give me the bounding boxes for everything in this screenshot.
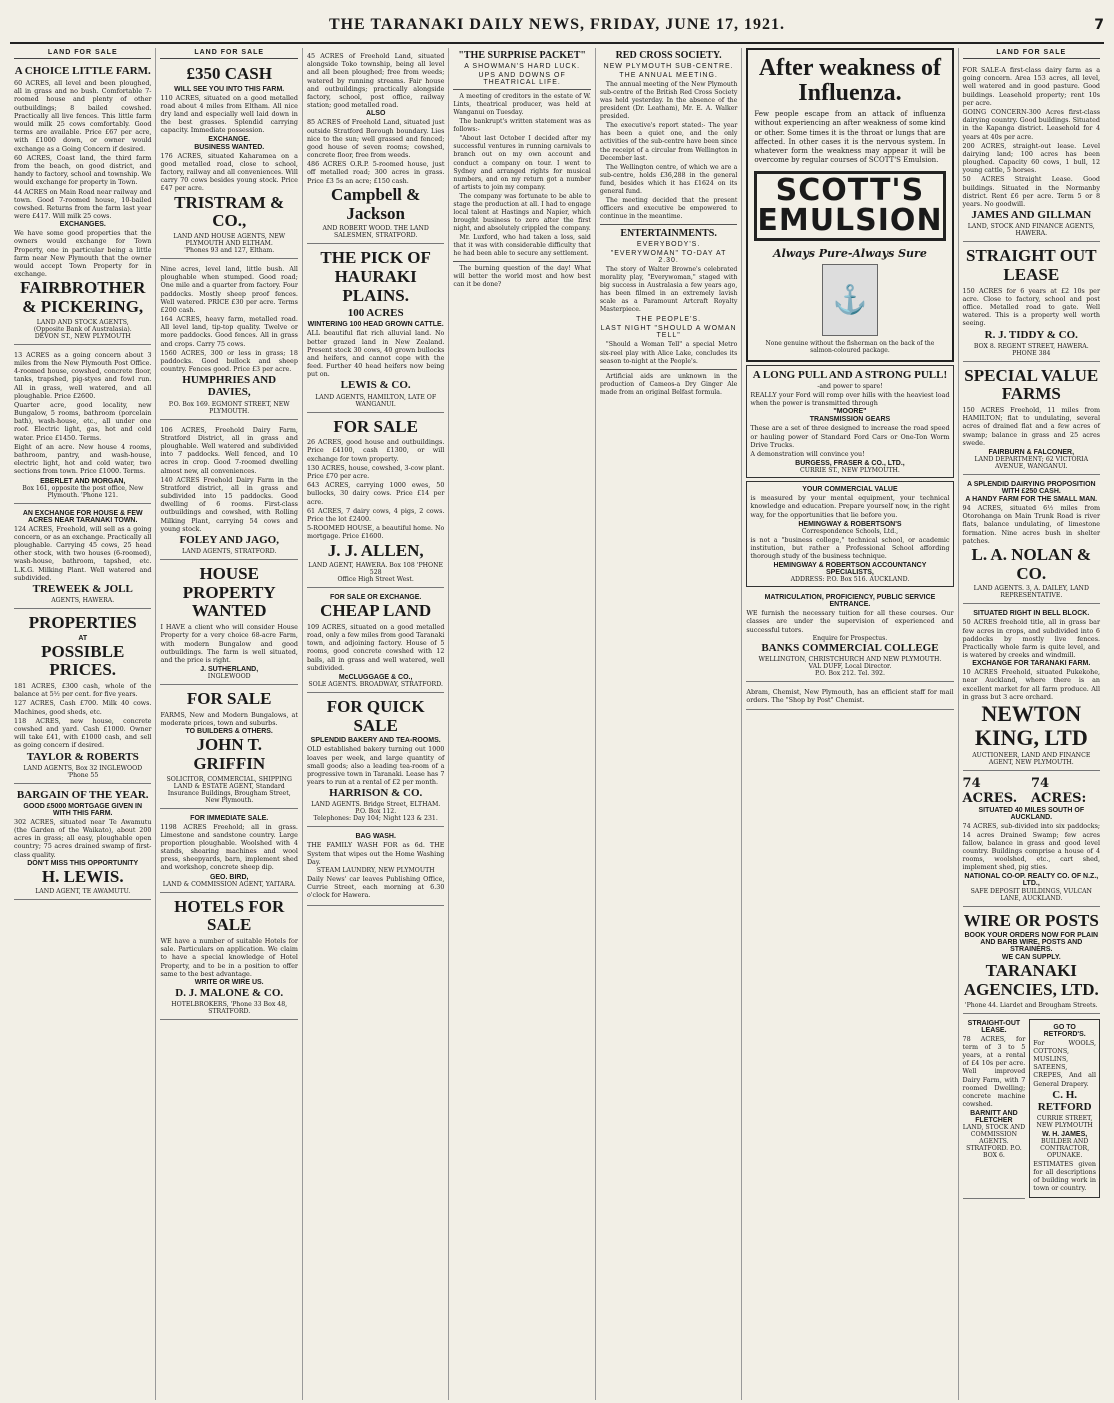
column-heading: LAND FOR SALE [963,48,1100,59]
agent-name: D. J. MALONE & CO. [175,986,284,999]
agent-name: FAIRBROTHER & PICKERING, [20,278,146,317]
ad-text: 10 ACRES Freehold, situated Pukekohe, near Auckland, where there is an excellent market for all farm produce. All in grass but 3 acre orchard. [962,668,1101,701]
ad-text: Eight of an acre. New house 4 rooms, bathroom, pantry, and wash-house, electric light, hot and cold water, two sections from town. Price £1000. Terms. [14,442,152,476]
agent-line: WELLINGTON, CHRISTCHURCH AND NEW PLYMOUTH. [758,655,942,663]
ad-subtitle: BUSINESS WANTED. [194,143,265,151]
ad-text: 50 ACRES Straight Lease. Good buildings. Situated in the Normanby district. Rent £6 per acre. Term 5 or 8 years. No goodwill. [962,175,1101,208]
classified-ad [963,477,1100,604]
ad-text: 50 ACRES freehold title, all in grass bar few acres in crops, and subdivided into 6 paddocks by mostly live fences. Practically whole farm is quite level, and is watered by creeks and windmill. [962,618,1101,660]
classified-ad [746,590,953,682]
ad-text: 78 ACRES, for term of 3 to 5 years, at a rental of £4 10s per acre. Well improved Dairy Farm, with 7 roomed Dwelling; concrete machine cowshed. [962,1034,1026,1109]
classified-ad [14,786,151,901]
ad-subtitle: MATRICULATION, PROFICIENCY, PUBLIC SERVICE ENTRANCE. [764,594,936,609]
agent-line: 'Phone 44. Liardet and Brougham Streets. [964,1001,1098,1009]
ad-text: Abram, Chemist, New Plymouth, has an efficient staff for mail orders. The "Shop by Post" Chemist. [746,687,954,705]
article-paragraph: Mr. Luxford, who had taken a loss, said that it was with considerable difficulty that he had been able to secure any settlement. [453,234,591,258]
article-subtitle: LAST NIGHT "SHOULD A WOMAN TELL" [600,325,737,340]
agent-line: HOTELBROKERS, 'Phone 33 Box 48, STRATFORD. [171,1001,288,1016]
ad-text: 85 ACRES of Freehold Land, situated just outside Stratford Borough boundary. Lies nice to the sun; well grassed and fenced; good house of seven rooms; cowshed, concrete floor, free from weeds. [306,118,445,160]
agent-line: BOX 8. REGENT STREET, HAWERA. PHONE 384 [973,342,1089,357]
agent-name: McCLUGGAGE & CO., [338,674,413,681]
ad-text: A demonstration will convince you! [750,449,865,458]
article-subtitle: "EVERYWOMAN" TO-DAY AT 2.30. [610,250,727,265]
agent-line: P.O. Box 212. Tel. 392. [814,669,885,677]
ad-text: 60 ACRES, all level and been ploughed, all in grass and no bush. Comfortable 7-roomed house and plenty of other outbuildings; 8 bailed cowshed. Practically all live fences. This little farm would milk 25 cows comfortably. Good terms are available. Price £67 per acre, with £1000 down, or owner would exchange as a Going Concern if desired. [14,79,152,153]
agent-line: AUCTIONEER, LAND AND FINANCE AGENT, NEW PLYMOUTH. [972,752,1091,767]
ad-subtitle: EXCHANGES. [59,221,106,229]
ad-text: I HAVE a client who will consider House Property for a very choice 68-acre Farm, with modern Bungalow and good outbuildings. The farm is well situated, and the price is right. [160,623,298,664]
article-subtitle: UPS AND DOWNS OF THEATRICAL LIFE. [478,72,566,86]
agent-line: BUILDER AND CONTRACTOR, OPUNAKE. [1040,1137,1090,1159]
agent-name: FAIRBURN & FALCONER, [988,449,1075,456]
agent-line: SOLICITOR, COMMERCIAL, SHIPPING LAND & ESTATE AGENT, Standard Insurance Buildings, Brougham Street, New Plymouth. [166,775,292,804]
ad-text: 45 ACRES of Freehold Land, situated alongside Toko township, being all level and all been ploughed; free from weeds; watered by running streams. Fair house and outbuildings; practically alongside factory, school, post office, railway station; good metalled road. [306,52,445,110]
classified-ad [307,246,444,412]
ad-title: HOTELS FOR SALE [174,896,285,935]
column-heading: LAND FOR SALE [160,48,297,59]
ad-text: FARMS, New and Modern Bungalows, at moderate prices, town and suburbs. [160,710,298,727]
ad-text: 110 ACRES, situated on a good metalled road about 4 miles from Eltham. All nice dry land and especially well laid down in the best grasses. Splendid carrying capacity. Immediate possession. [160,93,298,135]
ad-subtitle: EXCHANGE FOR TARANAKI FARM. [972,660,1091,668]
ad-text: GOING CONCERN-300 Acres first-class dairying country. Good buildings. Situated in the Kapanga district. Leasehold for 4 years at 40s per acre. [962,107,1101,141]
article-paragraph: "Should a Woman Tell" a special Metro six-reel play with Alice Lake, concludes its season to-night at the People's. [599,341,738,365]
ad-title: POSSIBLE PRICES. [41,641,125,680]
classified-ad [14,347,151,504]
ad-text: 106 ACRES, Freehold Dairy Farm, Stratford District, all in grass and ploughable. Well watered and subdivided into 7 paddocks. Well fenced, and 10 acres in crop. Good 7-roomed dwelling almost new, all conveniences. [160,425,298,475]
ad-subtitle: WILL SEE YOU INTO THIS FARM. [174,85,285,93]
ad-subtitle: TO BUILDERS & OTHERS. [185,728,273,736]
agent-line: P.O. Box 112. [355,808,397,816]
agent-line: LAND & COMMISSION AGENT, YAITARA. [162,880,296,888]
ad-subtitle: EXCHANGE. [208,135,251,143]
article-paragraph: The annual meeting of the New Plymouth sub-centre of the British Red Cross Society was held yesterday. In the absence of the president (Dr. Leatham), Mr. E. A. Walker presided. [599,81,738,121]
ad-subtitle: WE CAN SUPPLY. [1001,954,1061,962]
agent-name: R. J. TIDDY & CO. [984,328,1078,341]
article-title: RED CROSS SOCIETY. [615,50,722,61]
ad-text: 13 ACRES as a going concern about 3 miles from the New Plymouth Post Office. 4-roomed house, cowshed, concrete floor, tanks, trapshed, pig-styes and fowl run. All in grass, well watered, and all ploughable. Price £2600. [14,350,152,400]
ad-text: 150 ACRES Freehold, 11 miles from HAMILTON; flat to undulating, several acres of drained flat and a few acres of swamp; balance in grass and 25 acres swede. [962,406,1101,447]
ad-text: Few people escape from an attack of influenza without experiencing an after weakness of some kind or other. Some times it is the throat or lungs that are affected. In other cases it is the nervous system. In whatever form the weakness may appear it will be overcome by regular courses of SCOTT'S Emulsion. [754,110,946,164]
ad-text: None genuine without the fisherman on the back of the salmon-coloured package. [765,339,935,354]
agent-name: J. J. ALLEN, [327,540,424,560]
ad-subtitle: SITUATED RIGHT IN BELL BLOCK. [973,610,1090,618]
classified-ad [963,773,1100,906]
article-subtitle: EVERYBODY'S. [636,241,701,249]
article-paragraph: The Wellington centre, of which we are a sub-centre, holds £36,288 in the general fund, besides which it has £1624 on its general fund. [599,163,738,195]
fisherman-icon: ⚓ [822,264,878,336]
classified-ad [963,364,1100,475]
ad-text: 302 ACRES, situated near Te Awamutu (the Garden of the Waikato), about 200 acres in grass; all easy, ploughable open country; 75 acres drained swamp of first-class quality. [14,817,152,859]
classified-ad [160,562,297,685]
ad-subtitle: AN EXCHANGE FOR HOUSE & FEW ACRES NEAR TARANAKI TOWN. [22,509,143,524]
agent-line: LAND AGENTS. Bridge Street, ELTHAM. [311,801,441,809]
classified-ad [963,606,1100,771]
agent-line: LAND AGENTS, Box 32 INGLEWOOD 'Phone 55 [23,764,143,779]
article-subtitle: NEW PLYMOUTH SUB-CENTRE. [603,63,734,70]
classified-ad [160,261,297,420]
ad-text: These are a set of three designed to increase the road speed or hauling power of Standard Ford Cars or One-Ton Worm Drive Trucks. [750,424,950,449]
agent-line: Box 161, opposite the post office, New Plymouth. 'Phone 121. [22,484,144,499]
agent-name: NEWTON KING, LTD [974,701,1088,751]
ad-text: 1198 ACRES Freehold; all in grass. Limestone and sandstone country. Large proportion ploughable. Woolshed with 4 stands, shearing machines and wool press, sheepyards, barn, implement shed and workshop, concrete sheep dip. [160,822,298,872]
ad-title: 74 ACRES. [962,776,1018,807]
ad-text: 176 ACRES, situated Kaharamea on a good metalled road, close to school, factory, railway and all conveniences. Will carry 70 cows besides young stock. Price £47 per acre. [160,151,298,193]
ad-subtitle: TRANSMISSION GEARS [809,416,891,424]
agent-line: LAND AGENT, HAWERA. Box 108 'PHONE 528 [308,562,444,577]
classified-ad [307,415,444,589]
ad-title: STRAIGHT OUT LEASE [966,246,1097,284]
ad-title: A LONG PULL AND A STRONG PULL! [752,368,948,381]
agent-line: (Opposite Bank of Australasia). [33,325,132,333]
column-6 [742,48,958,1400]
ad-title: FOR SALE [333,416,418,436]
classified-ad [1029,1019,1100,1198]
classified-ad [307,48,444,244]
ad-text: Daily News' car leaves Publishing Office, Currie Street, each morning at 6.30 o'clock for Hawera. [306,874,445,900]
agent-name: EBERLET AND MORGAN, [40,477,126,485]
classified-ad [14,506,151,609]
masthead [10,8,1104,44]
ad-subtitle: GO TO RETFORD'S. [1043,1023,1086,1038]
article-paragraph: The bankrupt's written statement was as follows:- [453,118,591,134]
agent-line: 'Phones 93 and 127, Eltham. [184,246,275,254]
ad-text: 140 ACRES Freehold Dairy Farm in the Stratford district, all in grass and subdivided into 15 paddocks. Good dwelling of 6 rooms. First-class outbuildings and cowshed, with Rolling Milking Plant, carrying 54 cows and young stock. [160,475,298,533]
ad-text: 61 ACRES, 7 dairy cows, 4 pigs, 2 cows. Price the lot £2400. [306,506,445,523]
brand-tagline: Always Pure-Always Sure [773,246,927,260]
ad-text: For WOOLS, COTTONS, MUSLINS, SATEENS, CREPES, And all General Drapery. [1033,1038,1097,1088]
agent-name: LEWIS & CO. [340,379,411,392]
article-paragraph: "About last October I decided after my successful ventures in running carnivals to branch out on my own account and conduct a company on tour. I went to Sydney and arranged rights for musical numbers, and on my return got a number of artists to join my company. [453,135,591,191]
agent-name: TARANAKI AGENCIES, LTD. [963,961,1099,999]
ad-text: 5-ROOMED HOUSE, a beautiful home. No mortgage. Price £1600. [306,524,445,541]
agent-name: BANKS COMMERCIAL COLLEGE [761,641,939,654]
agent-line: Correspondence Schools, Ltd., [801,527,899,535]
column-7 [959,48,1104,1400]
agent-line: LAND, STOCK AND COMMISSION AGENTS. [962,1124,1026,1146]
article-title: ENTERTAINMENTS. [620,228,717,240]
ad-title: WIRE OR POSTS [963,910,1099,930]
classified-ad [746,684,953,710]
agent-line: DEVON ST., NEW PLYMOUTH [34,332,131,340]
column-2 [156,48,302,1400]
ad-subtitle: WINTERING 100 HEAD GROWN CATTLE. [307,321,444,329]
agent-name: FOLEY AND JAGO, [179,534,279,546]
article-paragraph: The burning question of the day! What will better the world most and how best can it be done? [453,265,591,289]
column-1 [10,48,156,1400]
ad-subtitle: SITUATED 40 MILES SOUTH OF AUCKLAND. [978,807,1085,822]
ad-text: We have some good properties that the owners would exchange for Town Property, one in particular being a little farm near New Plymouth that the owner would accept Town Property for in exchange. [14,229,152,279]
ad-text: ESTIMATES given for all descriptions of building work in town or country. [1033,1159,1097,1193]
article-paragraph: The story of Walter Browne's celebrated morality play, "Everywoman," staged with big success in Australasia a few years ago, has been filmed in an extremely lavish scale as a Paramount Artcraft Royalty Masterpiece. [599,266,738,314]
ad-title: 100 ACRES [347,307,404,320]
classified-ad [160,895,297,1020]
ad-text: is measured by your mental equipment, your technical knowledge and education. Prepare yourself now, in the right way, for the opportunities that lie before you. [750,494,950,519]
ad-subtitle: AT [78,634,88,642]
ad-text: 26 ACRES, good house and outbuildings. Price £4100, cash £1300, or will exchange for town property. [306,438,445,463]
ad-text: 127 ACRES, Cash £700. Milk 40 cows. Machines, good sheds, etc. [14,699,152,716]
agent-name: J. SUTHERLAND, [200,666,259,674]
ad-title: A CHOICE LITTLE FARM. [14,65,151,77]
ad-subtitle: GOOD £5000 MORTGAGE GIVEN IN WITH THIS FARM. [23,802,143,817]
agent-name: GEO. BIRD, [209,873,249,881]
ad-text: FOR SALE-A first-class dairy farm as a going concern. Area 153 acres, all level, well watered and in good pasture. Good buildings. Leasehold property; rent 10s per acre. [962,66,1101,107]
classified-ad [963,244,1100,361]
agent-name: HEMINGWAY & ROBERTSON ACCOUNTANCY SPECIALISTS, [773,562,927,577]
ad-title: BARGAIN OF THE YEAR. [16,788,149,801]
classified-ad [746,481,953,587]
agent-name: HUMPHRIES AND DAVIES, [182,374,277,399]
ad-title: HOUSE PROPERTY WANTED [182,564,276,621]
classified-ad [160,811,297,893]
agent-line: P.O. Box 169. EGMONT STREET, NEW PLYMOUTH. [168,400,290,415]
agent-name: L. A. NOLAN & CO. [971,544,1092,583]
ad-text: 164 ACRES, heavy farm, metalled road. All level land, tip-top quality. Twelve or more paddocks. Good fences. All in grass and crops. Carry 75 cows. [160,315,298,348]
ad-subtitle: A HANDY FARM FOR THE SMALL MAN. [965,496,1098,503]
ad-subtitle: A SPLENDID DAIRYING PROPOSITION WITH £250 CASH. [966,481,1096,495]
agent-line: LAND AGENT, TE AWAMUTU. [35,888,131,896]
ad-headline: After weakness of Influenza. [758,55,942,107]
ad-text: OLD established bakery turning out 1000 loaves per week, and large quantity of small goods; also a leading tea-room of a progressive town in Taranaki. Lease has 7 years to run at a rental of £2 per month. [306,745,445,787]
ad-subtitle: DON'T MISS THIS OPPORTUNITY [27,859,139,867]
agent-name: W. H. JAMES, [1042,1130,1088,1138]
agent-line: CURRIE ST., NEW PLYMOUTH. [800,467,900,475]
agent-name: HEMINGWAY & ROBERTSON'S [798,520,902,528]
article-paragraph: The company was fortunate to be able to stage the production at all. I had to engage local talent at Hastings and Napier, which brought business to zero after the first night, and absolutely crippled the company. [453,192,591,232]
ad-subtitle: STRAIGHT-OUT LEASE. [967,1019,1021,1034]
agent-name: H. LEWIS. [41,866,124,886]
ad-text: 74 ACRES, sub-divided into six paddocks; 14 acres Drained Swamp; few acres fallow, balance in grass and good level country. Buildings comprise a house of 4 rooms, woolshed, etc., cart shed, implement shed, pig sties. [962,822,1101,872]
agent-name: TREWEEK & JOLL [32,582,133,595]
classified-ad [160,422,297,561]
scotts-emulsion-ad [746,48,953,362]
classified-ad [14,611,151,784]
ad-title: £350 CASH [186,64,272,83]
agent-line: Office High Street West. [337,576,414,584]
ad-title: SPECIAL VALUE FARMS [964,365,1099,404]
column-5 [596,48,742,1400]
ad-subtitle: YOUR COMMERCIAL VALUE [802,486,898,494]
ad-subtitle: BAG WASH. [355,833,396,841]
classified-ad [963,1016,1026,1199]
ad-text: ALL beautiful flat rich alluvial land. No better grazed land in New Zealand. Present stock 30 cows, 40 grown bullocks and heifers, and cannot cope with the feed. Further 40 head heifers now being put on. [306,329,445,379]
agent-line: SOLE AGENTS. BROADWAY, STRATFORD. [308,681,443,688]
ad-text: 118 ACRES, new house, concrete cowshed and yard. Cash £1000. Owner will take £41, with £1000 cash, and sell as going concern if desired. [14,716,152,750]
article-paragraph: The meeting decided that the present officers and executive be empowered to continue in the meantime. [599,196,738,220]
agent-line: INGLEWOOD [207,673,251,681]
ad-text: 150 ACRES for 6 years at £2 10s per acre. Close to factory, school and post office. Metalled road to gate. Well watered. This is a property well worth seeing. [962,286,1101,328]
agent-line: AGENTS, HAWERA. [51,597,115,604]
ad-subtitle: ALSO [365,110,386,118]
classified-ad [14,62,151,345]
agent-line: CURRIE STREET, NEW PLYMOUTH [1036,1114,1093,1129]
classified-ad [746,365,953,478]
ad-subtitle: FOR IMMEDIATE SALE. [190,814,269,822]
ad-subtitle: WRITE OR WIRE US. [194,978,264,986]
agent-line: ADDRESS: P.O. Box 516. AUCKLAND. [790,576,910,584]
ad-text: Quarter acre, good locality, new Bungalow, 5 rooms, bathroom (porcelain bath), wash-house, etc., all under one roof. Electric light, gas, hot and cold water. Price £1450. Terms. [14,400,152,442]
agent-line: LAND AGENTS, STRATFORD. [182,548,277,556]
agent-line: STEAM LAUNDRY, NEW PLYMOUTH [316,866,435,874]
column-heading: LAND FOR SALE [14,48,151,59]
article-paragraph: Artificial aids are unknown in the production of Cameos-a Dry Ginger Ale made from an original Belfast formula. [599,372,738,396]
article-subtitle: A SHOWMAN'S HARD LUCK. [464,63,581,70]
ad-title: PROPERTIES [28,613,137,632]
masthead-title: THE TARANAKI DAILY NEWS, FRIDAY, JUNE 17, 1921. [328,16,786,33]
classified-ad [307,590,444,693]
ad-text: REALLY your Ford will romp over hills with the heaviest load when the power is transmitted through [750,391,950,408]
ad-title: THE PICK OF HAURAKI PLAINS. [320,248,431,305]
brand-logo: SCOTT'S EMULSION [754,171,945,241]
ad-text: 130 ACRES, house, cowshed, 3-cow plant. Price £70 per acre. [306,463,445,480]
ad-text: 181 ACRES, £300 cash, whole of the balance at 5½ per cent. for five years. [14,682,152,699]
ad-subtitle: -and power to spare! [817,383,883,391]
page-number: 7 [1094,17,1104,33]
ad-text: 1560 ACRES, 300 or less in grass; 18 paddocks. Good bullock and sheep country. Fences good. Price £3 per acre. [160,348,298,374]
agent-line: LAND AGENTS, HAMILTON, LATE OF WANGANUI. [315,393,437,408]
classified-ad [307,695,444,827]
agent-name: BARNITT AND FLETCHER [970,1110,1018,1125]
ad-subtitle: SPLENDID BAKERY AND TEA-ROOMS. [310,737,441,745]
agent-line: SAFE DEPOSIT BUILDINGS, VULCAN LANE, AUCKLAND. [970,887,1092,902]
ad-text: 643 ACRES, carrying 1000 ewes, 50 bullocks, 30 dairy cows. Price £14 per acre. [306,481,445,506]
agent-name: Campbell & Jackson [331,184,421,223]
agent-line: VAL DUFF, Local Director. [808,662,892,670]
agent-line: LAND DEPARTMENT; 62 VICTORIA AVENUE, WANGANUI. [974,456,1089,470]
ad-text: 124 ACRES, Freehold, will sell as a going concern, or as an exchange. Practically all ploughable. Carrying 45 cows, 25 head other stock, with two houses (6-roomed), wash-house, bathroom, tapshed, etc. L.K.G. Milking Plant. Well watered and subdivided. [14,524,152,582]
article-title: "THE SURPRISE PACKET" [458,50,586,61]
article-paragraph: A meeting of creditors in the estate of W. Lints, theatrical producer, was held at Wanganui on Tuesday. [453,93,591,117]
agent-line: STRATFORD. P.O. BOX 6. [966,1145,1022,1160]
column-3 [303,48,449,1400]
article-subtitle: THE ANNUAL MEETING. [619,72,718,79]
agent-name: C. H. RETFORD [1037,1088,1092,1113]
ad-text: Nine acres, level land, little bush. All ploughable when stumped. Good road; One mile and a quarter from factory. Four paddocks. Mostly sheep proof fences. Well watered. PRICE £30 per acre. Terms £200 cash. [160,264,298,314]
classified-ad [160,62,297,259]
agent-line: AND ROBERT WOOD. THE LAND SALESMEN, STRATFORD. [322,225,429,240]
agent-line: LAND AND STOCK AGENTS, [36,318,129,326]
ad-title: FOR QUICK SALE [326,697,425,735]
ad-text: 94 ACRES, situated 6½ miles from Otorohanga on Main Trunk Road is river flats, balance undulating, of limestone formation. Nine acres bush in shelter patches. [962,504,1101,545]
ad-text: WE have a number of suitable Hotels for sale. Particulars on application. We claim to have a special knowledge of Hotel Property, and to be in a position to offer same to the best advantage. [160,937,298,978]
ad-text: 44 ACRES on Main Road near railway and town. Good 7-roomed house, 10-bailed cowshed. Returns from the farm last year were £417. Will milk 25 cows. [14,187,152,221]
ad-text: 486 ACRES O.R.P. 5-roomed house, just off metalled road; 300 acres in grass. Price £3 5s an acre; £150 cash. [306,160,445,185]
ad-subtitle: BOOK YOUR ORDERS NOW FOR PLAIN AND BARB WIRE, POSTS AND STRAINERS. [964,932,1099,954]
ad-text: is not a "business college," technical school, or academic institution, but rather a Professional School affording thorough study of the business technique. [750,535,950,561]
ad-text: WE furnish the necessary tuition for all these courses. Our classes are under the supervision of experienced and successful tutors. [746,609,954,634]
classified-ad [963,909,1100,1014]
ad-subtitle: FOR SALE OR EXCHANGE. [329,594,422,602]
agent-line: LAND AGENTS. 3, A. DAILEY, LAND REPRESENTATIVE. [973,585,1089,600]
ad-text: 109 ACRES, situated on a good metalled road, only a few miles from good Taranaki town, and adjoining factory. House of 5 rooms, good concrete cowshed with 12 bails, all in grass and well watered, well subdivided. [306,622,445,672]
agent-name: JAMES AND GILLMAN [971,209,1092,222]
agent-line: LAND, STOCK AND FINANCE AGENTS, HAWERA. [967,223,1095,238]
ad-title: FOR SALE [186,689,272,709]
agent-name: TAYLOR & ROBERTS [26,750,139,763]
agent-name: NATIONAL CO-OP. REALTY CO. OF N.Z., LTD., [964,872,1099,887]
ad-text: 200 ACRES, straight-out lease. Level dairying land; 100 acres has been ploughed. Capacity 60 cows, 1 bull, 12 young cattle, 5 horses. [962,141,1101,175]
ad-text: THE FAMILY WASH FOR as 6d. THE System that wipes out the Home Washing Day. [306,841,445,866]
article-subtitle: THE PEOPLE'S. [636,316,702,324]
ad-text: 60 ACRES, Coast land, the third farm from the beach, on good district, and handy to factory, school and township. We would exchange for property in Town. [14,153,152,187]
ad-title: CHEAP LAND [320,601,432,621]
agent-name: BURGESS, FRASER & CO., LTD., [795,460,905,468]
column-4 [449,48,595,1400]
classified-ad [160,687,297,808]
ad-title: 74 ACRES: [1030,776,1087,807]
agent-line: Enquire for Prospectus. [812,634,888,642]
agent-line: Telephones: Day 104; Night 123 & 231. [313,815,438,823]
classified-ad [307,829,444,905]
classified-ad [963,62,1100,242]
agent-line: LAND AND HOUSE AGENTS, NEW PLYMOUTH AND ELTHAM. [173,232,286,247]
agent-name: JOHN T. GRIFFIN [193,735,266,773]
agent-name: HARRISON & CO. [329,787,423,800]
agent-name: TRISTRAM & CO., [174,192,285,231]
ad-subtitle: "MOORE" [833,408,867,416]
article-paragraph: The executive's report stated:- The year has been a quiet one, and the only activities of the sub-centre have been since the receipt of a circular from Wellington in December last. [599,122,738,162]
